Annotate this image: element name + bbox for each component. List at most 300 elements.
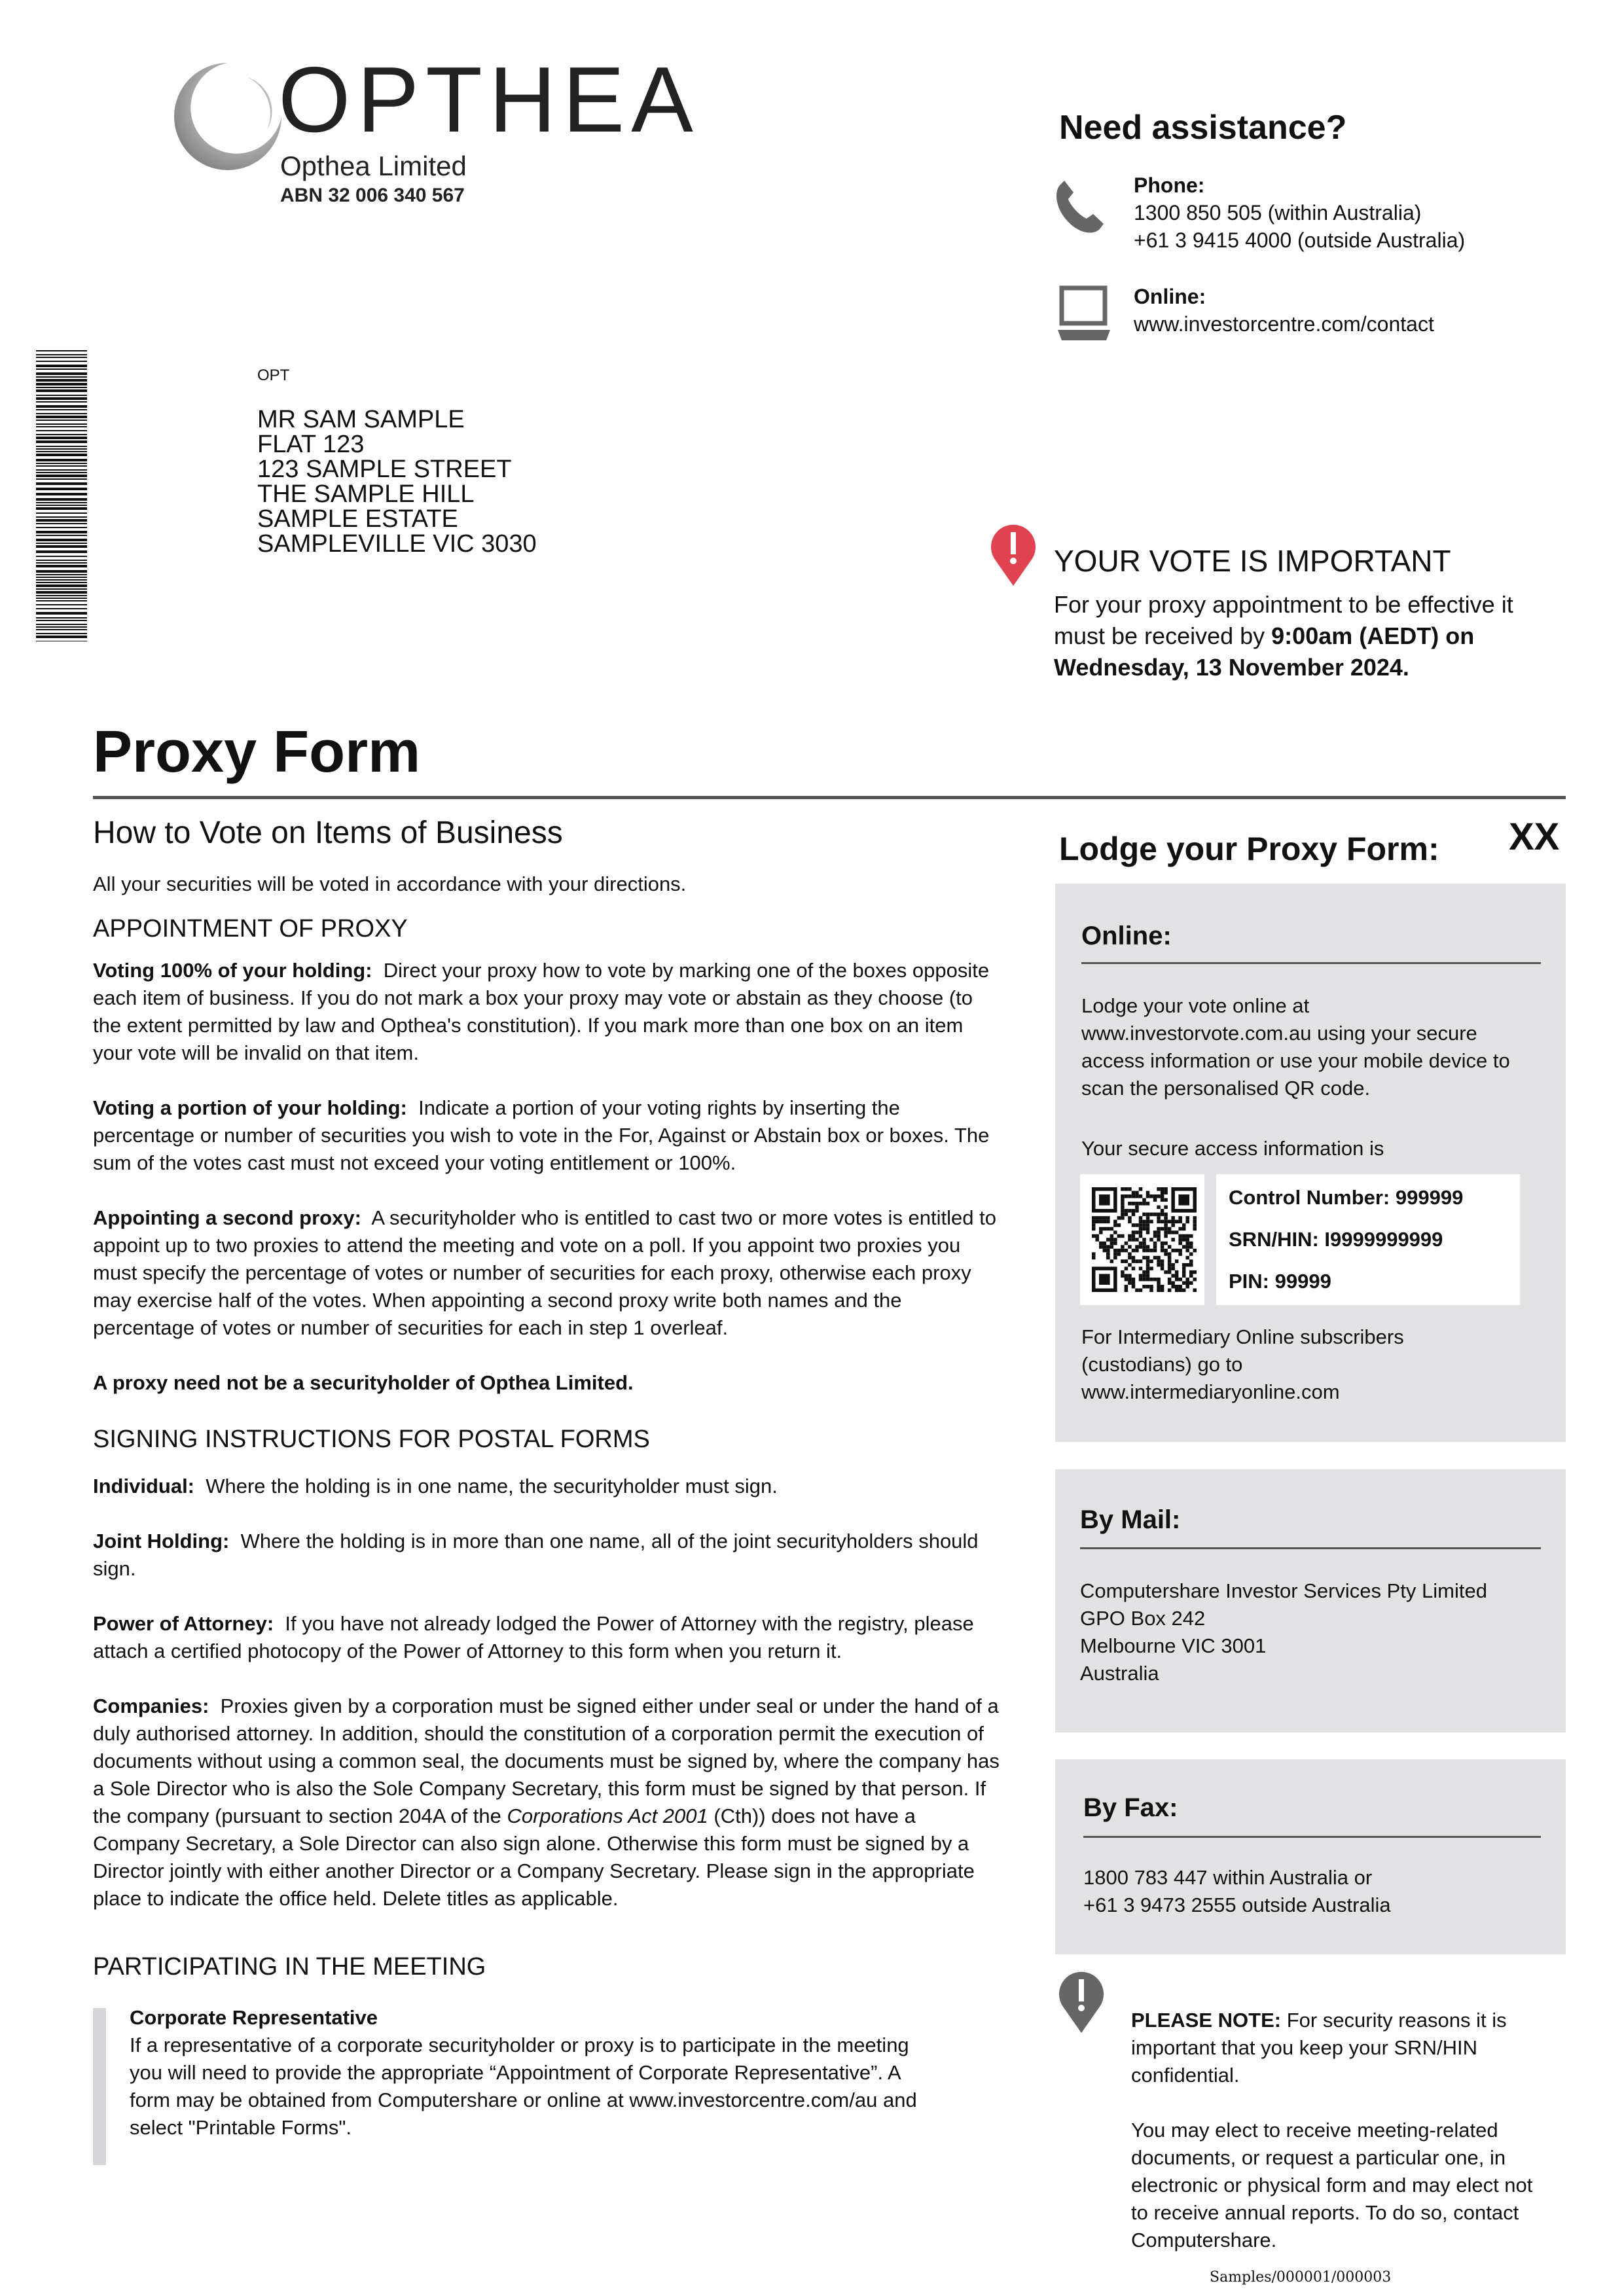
qr-module — [1171, 1263, 1175, 1267]
corporate-rep-text: If a representative of a corporate securityholder or proxy is to participate in the meeting you will need to provide the appropriate “Appointment of Corporate Representative”. A form may be obtained from Computershare or online at www.investorcentre.com/au and select "Printable Forms". — [130, 2034, 917, 2139]
qr-module — [1146, 1266, 1150, 1270]
qr-module — [1113, 1249, 1117, 1253]
qr-module — [1128, 1202, 1132, 1206]
qr-module — [1117, 1249, 1121, 1253]
phone-line-2: +61 3 9415 4000 (outside Australia) — [1134, 228, 1466, 252]
company-abn: ABN 32 006 340 567 — [280, 185, 465, 206]
qr-module — [1164, 1198, 1168, 1202]
qr-module — [1161, 1259, 1164, 1263]
qr-module — [1106, 1252, 1110, 1256]
qr-module — [1149, 1266, 1153, 1270]
qr-module — [1164, 1213, 1168, 1217]
assistance-title: Need assistance? — [1059, 109, 1347, 147]
qr-module — [1153, 1194, 1157, 1198]
qr-module — [1121, 1194, 1125, 1198]
qr-module — [1125, 1288, 1128, 1292]
address-line: MR SAM SAMPLE — [257, 406, 465, 433]
mail-line: Computershare Investor Services Pty Limited — [1080, 1579, 1487, 1602]
how-to-vote-heading: How to Vote on Items of Business — [93, 816, 563, 850]
barcode-bar — [36, 600, 87, 601]
qr-module — [1168, 1220, 1172, 1224]
online-label: Online: — [1134, 285, 1206, 308]
address-line: SAMPLEVILLE VIC 3030 — [257, 530, 537, 558]
qr-module — [1171, 1274, 1175, 1278]
qr-module — [1135, 1209, 1139, 1213]
qr-module — [1110, 1227, 1114, 1231]
qr-module — [1178, 1249, 1182, 1253]
qr-module — [1146, 1202, 1150, 1206]
barcode-bar — [36, 584, 87, 587]
qr-module — [1149, 1220, 1153, 1224]
qr-module — [1139, 1234, 1143, 1238]
mail-line: Melbourne VIC 3001 — [1080, 1634, 1267, 1657]
qr-module — [1149, 1213, 1153, 1217]
qr-module — [1171, 1223, 1175, 1227]
qr-finder — [1099, 1194, 1110, 1206]
qr-module — [1117, 1223, 1121, 1227]
barcode-bar — [36, 430, 87, 431]
qr-module — [1153, 1278, 1157, 1282]
qr-module — [1171, 1216, 1175, 1220]
barcode-bar — [36, 577, 87, 578]
qr-module — [1168, 1230, 1172, 1234]
panel-divider — [1083, 1836, 1541, 1838]
barcode-bar — [36, 550, 87, 553]
barcode-bar — [36, 512, 87, 514]
qr-module — [1142, 1220, 1146, 1224]
qr-module — [1106, 1238, 1110, 1242]
qr-module — [1146, 1227, 1150, 1231]
qr-module — [1161, 1285, 1164, 1289]
mail-line: Australia — [1080, 1662, 1159, 1685]
qr-module — [1125, 1259, 1128, 1263]
qr-module — [1185, 1242, 1189, 1246]
barcode-bar — [36, 426, 87, 427]
qr-module — [1128, 1256, 1132, 1260]
qr-module — [1128, 1194, 1132, 1198]
qr-module — [1175, 1278, 1179, 1282]
act-citation: Corporations Act 2001 — [507, 1804, 708, 1827]
qr-module — [1175, 1259, 1179, 1263]
security-note — [1131, 2007, 1550, 2089]
qr-module — [1146, 1278, 1150, 1282]
barcode-bar — [36, 588, 87, 590]
barcode-bar — [36, 397, 87, 400]
qr-module — [1099, 1220, 1103, 1224]
qr-module — [1193, 1220, 1197, 1224]
qr-module — [1193, 1216, 1197, 1220]
qr-module — [1182, 1234, 1186, 1238]
qr-module — [1168, 1278, 1172, 1282]
qr-module — [1178, 1285, 1182, 1289]
voting-full-paragraph — [93, 957, 1003, 1067]
computer-icon — [1055, 283, 1114, 348]
qr-module — [1113, 1242, 1117, 1246]
qr-module — [1153, 1256, 1157, 1260]
qr-module — [1189, 1263, 1193, 1267]
qr-module — [1164, 1220, 1168, 1224]
qr-module — [1175, 1220, 1179, 1224]
qr-module — [1153, 1213, 1157, 1217]
qr-module — [1128, 1252, 1132, 1256]
qr-module — [1103, 1216, 1107, 1220]
qr-module — [1193, 1227, 1197, 1231]
qr-module — [1161, 1191, 1164, 1195]
qr-module — [1161, 1213, 1164, 1217]
signing-companies — [93, 1693, 1003, 1912]
qr-module — [1139, 1242, 1143, 1246]
postal-barcode — [36, 350, 87, 641]
qr-module — [1110, 1259, 1114, 1263]
mail-panel-heading: By Mail: — [1080, 1505, 1181, 1534]
qr-module — [1142, 1278, 1146, 1282]
qr-module — [1146, 1245, 1150, 1249]
qr-module — [1121, 1245, 1125, 1249]
qr-module — [1182, 1227, 1186, 1231]
qr-module — [1121, 1187, 1125, 1191]
qr-module — [1117, 1252, 1121, 1256]
barcode-bar — [36, 565, 87, 567]
qr-module — [1096, 1216, 1100, 1220]
appointment-heading: APPOINTMENT OF PROXY — [93, 915, 408, 942]
title-divider — [93, 796, 1566, 799]
barcode-bar — [36, 633, 87, 634]
qr-module — [1092, 1220, 1096, 1224]
barcode-bar — [36, 498, 87, 501]
corporate-rep-heading: Corporate Representative — [130, 2006, 378, 2029]
paragraph-text: Proxies given by a corporation must be signed either under seal or under the hand of a duly authorised attorney. In addition, should the constitution of a corporation permit the execution of documents without using a common seal, the documents must be signed by, where the company has a Sole Director who is also the Sole Company Secretary, this form must be signed by that person. If the company (pursuant to section 204A of the — [93, 1695, 1000, 1827]
qr-module — [1113, 1238, 1117, 1242]
access-info-label: Your secure access information is — [1081, 1137, 1384, 1160]
qr-module — [1185, 1216, 1189, 1220]
barcode-bar — [36, 502, 87, 503]
qr-module — [1164, 1223, 1168, 1227]
barcode-bar — [36, 420, 87, 421]
qr-module — [1132, 1213, 1136, 1217]
mail-line: GPO Box 242 — [1080, 1607, 1206, 1630]
qr-module — [1178, 1227, 1182, 1231]
barcode-bar — [36, 591, 87, 594]
qr-module — [1182, 1288, 1186, 1292]
qr-module — [1132, 1234, 1136, 1238]
qr-module — [1168, 1263, 1172, 1267]
qr-module — [1149, 1238, 1153, 1242]
qr-module — [1113, 1223, 1117, 1227]
barcode-bar — [36, 582, 87, 583]
qr-module — [1168, 1266, 1172, 1270]
qr-module — [1185, 1234, 1189, 1238]
qr-module — [1185, 1285, 1189, 1289]
qr-module — [1146, 1270, 1150, 1274]
barcode-bar — [36, 620, 87, 621]
qr-module — [1171, 1285, 1175, 1289]
qr-module — [1157, 1259, 1161, 1263]
qr-module — [1146, 1216, 1150, 1220]
qr-module — [1175, 1288, 1179, 1292]
vote-line: For your proxy appointment to be effective it — [1054, 591, 1513, 618]
qr-module — [1121, 1270, 1125, 1274]
qr-module — [1125, 1249, 1128, 1253]
barcode-bar — [36, 389, 87, 392]
qr-module — [1103, 1249, 1107, 1253]
qr-module — [1161, 1194, 1164, 1198]
qr-module — [1106, 1245, 1110, 1249]
qr-module — [1185, 1281, 1189, 1285]
qr-module — [1185, 1256, 1189, 1260]
qr-module — [1185, 1220, 1189, 1224]
qr-module — [1106, 1256, 1110, 1260]
vote-deadline-text — [1054, 589, 1578, 683]
qr-module — [1139, 1202, 1143, 1206]
qr-module — [1135, 1223, 1139, 1227]
qr-module — [1157, 1278, 1161, 1282]
qr-module — [1189, 1281, 1193, 1285]
barcode-bar — [36, 598, 87, 599]
qr-module — [1153, 1198, 1157, 1202]
participating-heading: PARTICIPATING IN THE MEETING — [93, 1953, 486, 1981]
barcode-bar — [36, 482, 87, 485]
vote-important-title: YOUR VOTE IS IMPORTANT — [1054, 544, 1451, 578]
barcode-bar — [36, 376, 87, 378]
barcode-bar — [36, 437, 87, 439]
qr-module — [1092, 1216, 1096, 1220]
qr-module — [1189, 1234, 1193, 1238]
qr-module — [1182, 1263, 1186, 1267]
qr-module — [1193, 1278, 1197, 1282]
barcode-bar — [36, 617, 87, 619]
qr-module — [1146, 1191, 1150, 1195]
barcode-bar — [36, 531, 87, 533]
qr-module — [1128, 1263, 1132, 1267]
qr-module — [1182, 1274, 1186, 1278]
qr-module — [1189, 1242, 1193, 1246]
qr-module — [1135, 1206, 1139, 1210]
online-panel-heading: Online: — [1081, 922, 1172, 950]
qr-module — [1132, 1209, 1136, 1213]
qr-module — [1096, 1234, 1100, 1238]
qr-module — [1178, 1288, 1182, 1292]
qr-code-icon[interactable] — [1092, 1187, 1197, 1292]
qr-module — [1113, 1256, 1117, 1260]
qr-module — [1157, 1206, 1161, 1210]
qr-module — [1135, 1230, 1139, 1234]
qr-module — [1139, 1274, 1143, 1278]
qr-module — [1161, 1227, 1164, 1231]
qr-module — [1139, 1259, 1143, 1263]
qr-module — [1168, 1245, 1172, 1249]
address-line: 123 SAMPLE STREET — [257, 456, 512, 483]
lodge-code: XX — [1509, 816, 1560, 858]
qr-module — [1139, 1220, 1143, 1224]
qr-module — [1182, 1266, 1186, 1270]
qr-module — [1189, 1252, 1193, 1256]
qr-module — [1161, 1187, 1164, 1191]
qr-module — [1142, 1227, 1146, 1231]
qr-module — [1146, 1249, 1150, 1253]
barcode-bar — [36, 361, 87, 362]
barcode-bar — [36, 523, 87, 524]
barcode-bar — [36, 423, 87, 425]
qr-module — [1135, 1288, 1139, 1292]
barcode-bar — [36, 440, 87, 443]
barcode-bar — [36, 516, 87, 518]
opthea-logo-icon — [169, 58, 287, 175]
barcode-bar — [36, 560, 87, 561]
control-number: Control Number: 999999 — [1229, 1186, 1464, 1209]
barcode-bar — [36, 629, 87, 630]
qr-module — [1125, 1213, 1128, 1217]
qr-module — [1128, 1274, 1132, 1278]
qr-module — [1149, 1259, 1153, 1263]
paragraph-label: Voting 100% of your holding: — [93, 959, 372, 982]
qr-module — [1189, 1270, 1193, 1274]
qr-module — [1189, 1259, 1193, 1263]
qr-module — [1135, 1194, 1139, 1198]
qr-module — [1175, 1249, 1179, 1253]
phone-icon — [1047, 171, 1106, 237]
qr-module — [1164, 1216, 1168, 1220]
fax-panel — [1055, 1759, 1566, 1954]
barcode-bar — [36, 636, 87, 638]
barcode-bar — [36, 505, 87, 506]
barcode-bar — [36, 604, 87, 605]
qr-module — [1193, 1223, 1197, 1227]
paragraph-label: Individual: — [93, 1475, 194, 1498]
address-code: OPT — [257, 367, 290, 384]
qr-module — [1157, 1256, 1161, 1260]
qr-module — [1113, 1230, 1117, 1234]
qr-module — [1178, 1216, 1182, 1220]
address-line: THE SAMPLE HILL — [257, 480, 475, 508]
paragraph-label: Voting a portion of your holding: — [93, 1096, 407, 1119]
qr-module — [1178, 1234, 1182, 1238]
qr-module — [1106, 1220, 1110, 1224]
qr-module — [1161, 1209, 1164, 1213]
vote-line: must be received by — [1054, 622, 1272, 649]
sample-footer: Samples/000001/000003 — [1210, 2269, 1392, 2286]
qr-module — [1146, 1274, 1150, 1278]
signing-heading: SIGNING INSTRUCTIONS FOR POSTAL FORMS — [93, 1426, 650, 1453]
qr-module — [1171, 1266, 1175, 1270]
qr-module — [1164, 1270, 1168, 1274]
qr-module — [1125, 1187, 1128, 1191]
barcode-bar — [36, 543, 87, 544]
qr-module — [1142, 1202, 1146, 1206]
qr-module — [1132, 1281, 1136, 1285]
qr-module — [1125, 1278, 1128, 1282]
qr-module — [1178, 1252, 1182, 1256]
qr-module — [1193, 1288, 1197, 1292]
signing-attorney — [93, 1610, 1003, 1665]
qr-module — [1110, 1238, 1114, 1242]
qr-module — [1164, 1227, 1168, 1231]
qr-module — [1161, 1263, 1164, 1267]
qr-module — [1096, 1238, 1100, 1242]
qr-module — [1142, 1249, 1146, 1253]
qr-module — [1164, 1234, 1168, 1238]
barcode-bar — [36, 612, 87, 615]
paragraph-label: Joint Holding: — [93, 1530, 230, 1552]
panel-divider — [1081, 962, 1541, 964]
qr-module — [1142, 1242, 1146, 1246]
qr-module — [1132, 1278, 1136, 1282]
qr-module — [1146, 1230, 1150, 1234]
qr-module — [1132, 1259, 1136, 1263]
barcode-bar — [36, 545, 87, 548]
paragraph-text: Indicate a portion of your voting rights by inserting the percentage or number of securities you wish to vote in the For, Against or Abstain box or boxes. The sum of the votes cast must not exceed your voting entitlement or 100%. — [93, 1096, 990, 1174]
qr-module — [1171, 1220, 1175, 1224]
mail-address — [1080, 1577, 1487, 1687]
qr-module — [1178, 1238, 1182, 1242]
qr-module — [1149, 1288, 1153, 1292]
qr-module — [1135, 1259, 1139, 1263]
info-alert-icon — [1055, 1969, 1108, 2034]
qr-module — [1135, 1245, 1139, 1249]
barcode-bar — [36, 357, 87, 358]
qr-module — [1157, 1263, 1161, 1267]
qr-module — [1185, 1278, 1189, 1282]
paragraph-text: (Cth)) does not have a Company Secretary, a Sole Director can also sign alone. Otherwise this form must be signed by a Director jointly with either another Director or a Company Secretary. Please sign in the appropriate place to indicate the office held. Delete titles as applicable. — [93, 1804, 975, 1910]
second-proxy-paragraph — [93, 1204, 1003, 1342]
barcode-bar — [36, 368, 87, 370]
qr-module — [1149, 1249, 1153, 1253]
qr-module — [1153, 1242, 1157, 1246]
barcode-bar — [36, 595, 87, 596]
qr-module — [1125, 1274, 1128, 1278]
panel-divider — [1080, 1547, 1541, 1549]
qr-module — [1175, 1285, 1179, 1289]
qr-module — [1128, 1238, 1132, 1242]
qr-module — [1157, 1281, 1161, 1285]
qr-module — [1092, 1227, 1096, 1231]
qr-module — [1125, 1285, 1128, 1289]
qr-module — [1178, 1278, 1182, 1282]
qr-module — [1164, 1249, 1168, 1253]
qr-module — [1106, 1249, 1110, 1253]
meeting-documents-note: You may elect to receive meeting-related documents, or request a particular one, in electronic or physical form and may elect not to receive annual reports. To do so, contact Computershare. — [1131, 2119, 1533, 2251]
note-text: For security reasons it is important that you keep your SRN/HIN confidential. — [1131, 2009, 1507, 2087]
paragraph-text: Where the holding is in one name, the securityholder must sign. — [206, 1475, 778, 1498]
barcode-bar — [36, 409, 87, 410]
qr-module — [1157, 1238, 1161, 1242]
qr-module — [1132, 1285, 1136, 1289]
qr-module — [1128, 1216, 1132, 1220]
qr-module — [1142, 1256, 1146, 1260]
qr-module — [1135, 1238, 1139, 1242]
qr-module — [1139, 1223, 1143, 1227]
qr-module — [1135, 1249, 1139, 1253]
qr-module — [1113, 1220, 1117, 1224]
vote-deadline-date: Wednesday, 13 November 2024. — [1054, 654, 1409, 681]
qr-module — [1103, 1245, 1107, 1249]
qr-module — [1125, 1209, 1128, 1213]
qr-module — [1128, 1220, 1132, 1224]
qr-module — [1164, 1230, 1168, 1234]
barcode-bar — [36, 446, 87, 447]
qr-module — [1125, 1266, 1128, 1270]
qr-module — [1153, 1249, 1157, 1253]
online-url[interactable]: www.investorcentre.com/contact — [1134, 312, 1434, 336]
qr-module — [1128, 1245, 1132, 1249]
barcode-bar — [36, 624, 87, 625]
qr-module — [1149, 1194, 1153, 1198]
participating-side-bar — [93, 2008, 106, 2165]
paragraph-label: Appointing a second proxy: — [93, 1206, 361, 1229]
qr-module — [1121, 1198, 1125, 1202]
qr-module — [1157, 1285, 1161, 1289]
qr-module — [1132, 1249, 1136, 1253]
barcode-bar — [36, 451, 87, 452]
